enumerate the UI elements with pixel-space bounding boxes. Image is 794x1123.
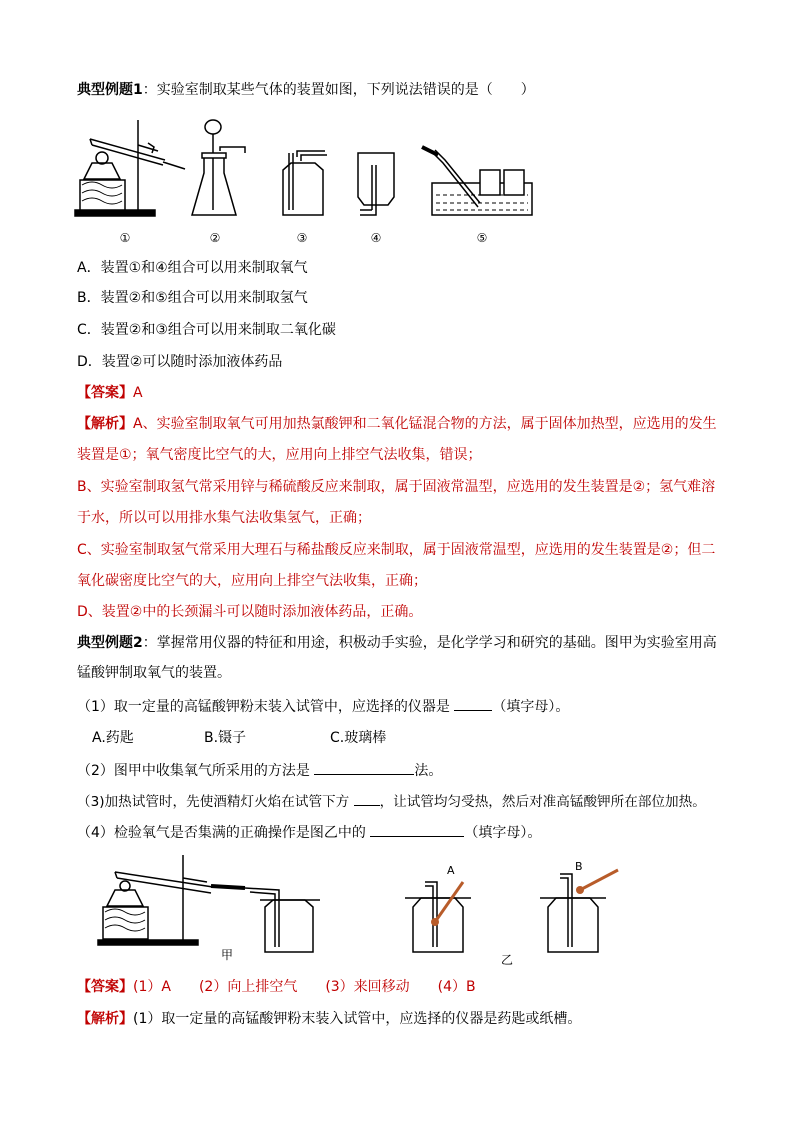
label-5: ⑤ [476, 231, 488, 245]
ex2-q2 [77, 760, 442, 781]
ex1-analysis-line: C、实验室制取氢气常采用大理石与稀盐酸反应来制取，属于固液常温型，应选用的发生装置是②；但二 [77, 542, 716, 558]
ex2-prefix: 典型例题2 [77, 635, 143, 651]
choice-b: B.镊子 [204, 730, 247, 746]
ex1-analysis-line: 氧化碳密度比空气的大，应用向上排空气法收集，正确； [77, 573, 427, 589]
apparatus-3 [283, 151, 327, 215]
option-a: A．装置①和④组合可以用来制取氧气 [77, 260, 308, 276]
q2-blank[interactable] [314, 760, 414, 775]
q1-blank[interactable] [454, 696, 492, 711]
apparatus-5 [422, 147, 532, 215]
apparatus-4 [358, 153, 394, 215]
ex2-intro [77, 633, 717, 653]
fig-b-label: B [575, 860, 583, 873]
label-3: ③ [296, 231, 308, 245]
ex1-analysis-line [77, 414, 717, 434]
ex1-analysis-line: B、实验室制取氢气常采用锌与稀硫酸反应来制取，属于固液常温型，应选用的发生装置是②；氢气难溶 [77, 479, 716, 495]
choice-a: A.药匙 [92, 730, 134, 746]
analysis-text: (1）取一定量的高锰酸钾粉末装入试管中，应选择的仪器是药匙或纸槽。 [133, 1011, 582, 1027]
choice-c: C.玻璃棒 [330, 730, 387, 746]
ex1-prefix: 典型例题1 [77, 82, 143, 98]
apparatus-1 [75, 120, 185, 216]
q4-blank[interactable] [370, 822, 464, 837]
ex2-answer [77, 977, 476, 997]
answer-tag: 【答案】 [77, 385, 133, 401]
apparatus-2 [192, 120, 245, 215]
q3-suffix: ，让试管均匀受热，然后对准高锰酸钾所在部位加热。 [379, 794, 706, 810]
ex2-q1 [77, 696, 569, 717]
answer-value: A [133, 385, 143, 401]
ex1-question-text: ：实验室制取某些气体的装置如图，下列说法错误的是（ ） [142, 82, 535, 98]
label-2: ② [209, 231, 221, 245]
ex2-apparatus-figure [95, 852, 635, 967]
option-b: B．装置②和⑤组合可以用来制取氢气 [77, 290, 308, 306]
label-4: ④ [370, 231, 382, 245]
ex1-analysis-line: D、装置②中的长颈漏斗可以随时添加液体药品，正确。 [77, 604, 423, 620]
figure-yi-b [540, 870, 618, 952]
fig-jia-label: 甲 [221, 948, 234, 962]
ex2-intro-line: 锰酸钾制取氧气的装置。 [77, 665, 231, 681]
ex2-q3 [77, 791, 706, 812]
ex1-question [77, 80, 535, 100]
label-1: ① [119, 231, 131, 245]
fig-a-label: A [447, 864, 455, 877]
q4-text: （4）检验氧气是否集满的正确操作是图乙中的 [77, 825, 366, 841]
q3-text: （3)加热试管时，先使酒精灯火焰在试管下方 [77, 794, 350, 810]
option-d: D．装置②可以随时添加液体药品 [77, 354, 283, 370]
ex1-analysis-line: 装置是①；氧气密度比空气的大，应用向上排空气法收集，错误； [77, 447, 482, 463]
analysis-tag: 【解析】 [77, 416, 133, 432]
figure-yi-a [405, 882, 471, 952]
answer-tag: 【答案】 [77, 979, 133, 995]
figure-jia [98, 855, 320, 952]
fig-yi-label: 乙 [501, 953, 514, 967]
option-c: C．装置②和③组合可以用来制取二氧化碳 [77, 322, 336, 338]
ex1-analysis-line: 于水，所以可以用排水集气法收集氢气，正确； [77, 510, 371, 526]
ex1-apparatus-figure [70, 115, 540, 250]
q4-suffix: （填字母）。 [464, 825, 542, 841]
answer-value: (1）A (2）向上排空气 (3）来回移动 (4）B [133, 979, 476, 995]
ex1-answer [77, 383, 143, 403]
analysis-tag: 【解析】 [77, 1011, 133, 1027]
q1-text: （1）取一定量的高锰酸钾粉末装入试管中，应选择的仪器是 [77, 699, 450, 715]
ex2-analysis [77, 1009, 581, 1029]
q2-suffix: 法。 [414, 763, 443, 779]
q2-text: （2）图甲中收集氧气所采用的方法是 [77, 763, 310, 779]
ex2-intro-text: ：掌握常用仪器的特征和用途，积极动手实验，是化学学习和研究的基础。图甲为实验室用高 [142, 635, 717, 651]
q3-blank[interactable] [354, 791, 380, 806]
analysis-text: A、实验室制取氧气可用加热氯酸钾和二氧化锰混合物的方法，属于固体加热型，应选用的发生 [133, 416, 717, 432]
q1-suffix: （填字母）。 [492, 699, 570, 715]
ex2-q4 [77, 822, 541, 843]
